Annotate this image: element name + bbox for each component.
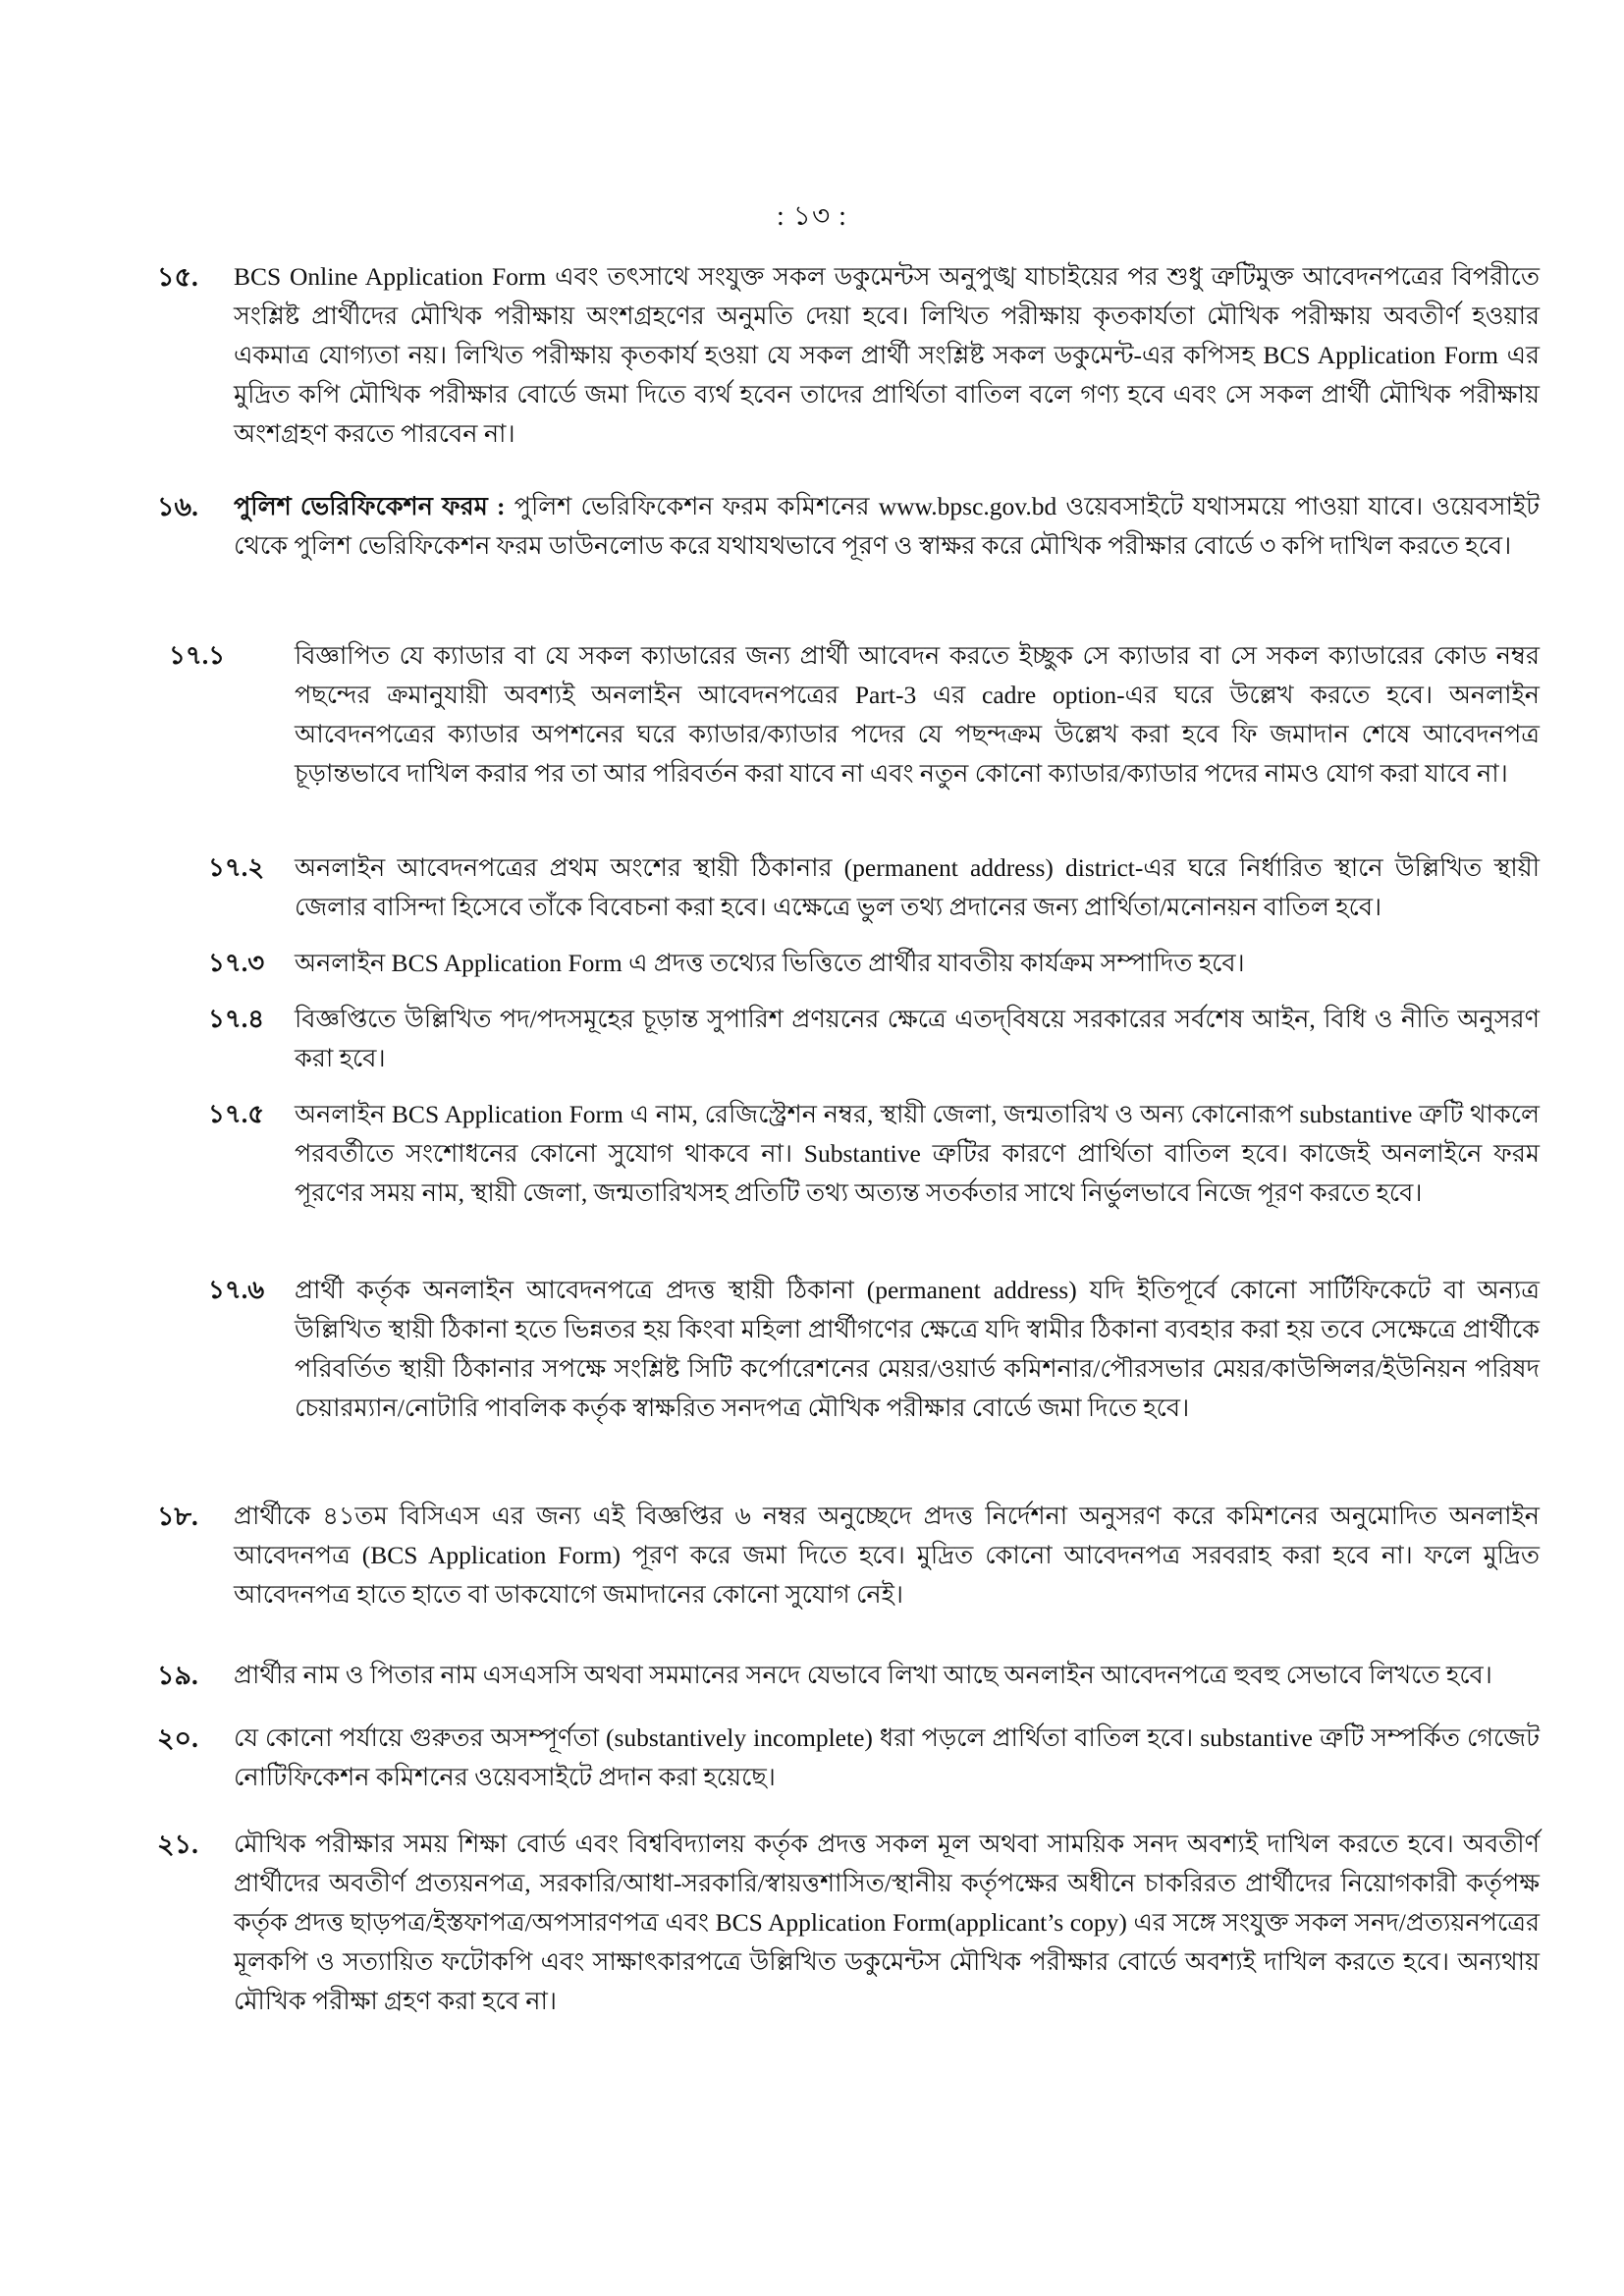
clause-title: পুলিশ ভেরিফিকেশন ফরম : [234, 492, 506, 520]
clause-text: যে কোনো পর্যায়ে গুরুতর অসম্পূর্ণতা (substantively incomplete) ধরা পড়লে প্রার্থিতা বাতিল হবে। substantive ত্রুটি সম্পর্কিত গেজেট নোটিফিকেশন কমিশনের ওয়েবসাইটে প্রদান করা হয়েছে। [234, 1723, 1540, 1791]
clause-17-1 [169, 636, 1540, 793]
clause-17-6 [208, 1271, 1540, 1428]
clause-20 [157, 1719, 1540, 1797]
clause-number: ২০. [157, 1723, 198, 1753]
clause-text: বিজ্ঞাপিত যে ক্যাডার বা যে সকল ক্যাডারের জন্য প্রার্থী আবেদন করতে ইচ্ছুক সে ক্যাডার বা সে সকল ক্যাডারের কোড নম্বর পছন্দের ক্রমানুযায়ী অবশ্যই অনলাইন আবেদনপত্রের Part-3 এর cadre option-এর ঘরে উল্লেখ করতে হবে। অনলাইন আবেদনপত্রের ক্যাডার অপশনের ঘরে ক্যাডার/ক্যাডার পদের যে পছন্দক্রম উল্লেখ করা হবে ফি জমাদান শেষে আবেদনপত্র চূড়ান্তভাবে দাখিল করার পর তা আর পরিবর্তন করা যাবে না এবং নতুন কোনো ক্যাডার/ক্যাডার পদের নামও যোগ করা যাবে না। [295, 641, 1540, 788]
clause-17-4 [208, 1000, 1540, 1078]
clause-number: ১৭.২ [208, 853, 265, 882]
clause-text: অনলাইন BCS Application Form এ প্রদত্ত তথ্যের ভিত্তিতে প্রার্থীর যাবতীয় কার্যক্রম সম্পাদিত হবে। [295, 949, 1245, 977]
clause-text: বিজ্ঞপ্তিতে উল্লিখিত পদ/পদসমূহের চূড়ান্ত সুপারিশ প্রণয়নের ক্ষেত্রে এতদ্‌বিষয়ে সরকারের সর্বশেষ আইন, বিধি ও নীতি অনুসরণ করা হবে। [295, 1005, 1540, 1072]
clause-text: অনলাইন আবেদনপত্রের প্রথম অংশের স্থায়ী ঠিকানার (permanent address) district-এর ঘরে নির্ধারিত স্থানে উল্লিখিত স্থায়ী জেলার বাসিন্দা হিসেবে তাঁকে বিবেচনা করা হবে। এক্ষেত্রে ভুল তথ্য প্রদানের জন্য প্রার্থিতা/মনোনয়ন বাতিল হবে। [295, 853, 1540, 921]
clause-18 [157, 1497, 1540, 1614]
clause-number: ১৭.৩ [208, 949, 265, 977]
clause-17-3 [208, 944, 1540, 983]
clause-number: ১৬. [157, 492, 198, 521]
clause-17-2 [208, 848, 1540, 927]
clause-text: পুলিশ ভেরিফিকেশন ফরম কমিশনের www.bpsc.gov.bd ওয়েবসাইটে যথাসময়ে পাওয়া যাবে। ওয়েবসাইট থেকে পুলিশ ভেরিফিকেশন ফরম ডাউনলোড করে যথাযথভাবে পূরণ ও স্বাক্ষর করে মৌখিক পরীক্ষার বোর্ডে ৩ কপি দাখিল করতে হবে। [234, 492, 1540, 560]
clause-text: প্রার্থী কর্তৃক অনলাইন আবেদনপত্রে প্রদত্ত স্থায়ী ঠিকানা (permanent address) যদি ইতিপূর্বে কোনো সার্টিফিকেটে বা অন্যত্র উল্লিখিত স্থায়ী ঠিকানা হতে ভিন্নতর হয় কিংবা মহিলা প্রার্থীগণের ক্ষেত্রে যদি স্বামীর ঠিকানা ব্যবহার করা হয় তবে সেক্ষেত্রে প্রার্থীকে পরিবর্তিত স্থায়ী ঠিকানার সপক্ষে সংশ্লিষ্ট সিটি কর্পোরেশনের মেয়র/ওয়ার্ড কমিশনার/পৌরসভার মেয়র/কাউন্সিলর/ইউনিয়ন পরিষদ চেয়ারম্যান/নোটারি পাবলিক কর্তৃক স্বাক্ষরিত সনদপত্র মৌখিক পরীক্ষার বোর্ডে জমা দিতে হবে। [295, 1276, 1540, 1422]
clause-21 [157, 1825, 1540, 2021]
clause-17-5 [208, 1095, 1540, 1213]
clause-number: ১৭.৬ [208, 1276, 265, 1304]
clause-number: ২১. [157, 1830, 198, 1859]
clause-15 [157, 257, 1540, 454]
clause-number: ১৭.৫ [208, 1100, 265, 1128]
clause-number: ১৭.৪ [208, 1005, 265, 1033]
clause-number: ১৯. [157, 1661, 198, 1690]
clause-text: প্রার্থীকে ৪১তম বিসিএস এর জন্য এই বিজ্ঞপ্তির ৬ নম্বর অনুচ্ছেদে প্রদত্ত নির্দেশনা অনুসরণ করে কমিশনের অনুমোদিত অনলাইন আবেদনপত্র (BCS Application Form) পূরণ করে জমা দিতে হবে। মুদ্রিত কোনো আবেদনপত্র সরবরাহ করা হবে না। ফলে মুদ্রিত আবেদনপত্র হাতে হাতে বা ডাকযোগে জমাদানের কোনো সুযোগ নেই। [234, 1502, 1540, 1609]
clause-number: ১৭.১ [169, 641, 226, 670]
clause-text: প্রার্থীর নাম ও পিতার নাম এসএসসি অথবা সমমানের সনদে যেভাবে লিখা আছে অনলাইন আবেদনপত্রে হুবহু সেভাবে লিখতে হবে। [234, 1661, 1492, 1689]
clause-number: ১৫. [157, 262, 198, 292]
clause-text: BCS Online Application Form এবং তৎসাথে সংযুক্ত সকল ডকুমেন্টস অনুপুঙ্খ যাচাইয়ের পর শুধু ত্রুটিমুক্ত আবেদনপত্রের বিপরীতে সংশ্লিষ্ট প্রার্থীদের মৌখিক পরীক্ষায় অংশগ্রহণের অনুমতি দেয়া হবে। লিখিত পরীক্ষায় কৃতকার্যতা মৌখিক পরীক্ষায় অবতীর্ণ হওয়ার একমাত্র যোগ্যতা নয়। লিখিত পরীক্ষায় কৃতকার্য হওয়া যে সকল প্রার্থী সংশ্লিষ্ট সকল ডকুমেন্ট-এর কপিসহ BCS Application Form এর মুদ্রিত কপি মৌখিক পরীক্ষার বোর্ডে জমা দিতে ব্যর্থ হবেন তাদের প্রার্থিতা বাতিল বলে গণ্য হবে এবং সে সকল প্রার্থী মৌখিক পরীক্ষায় অংশগ্রহণ করতে পারবেন না। [234, 262, 1540, 448]
clause-16 [157, 487, 1540, 566]
clause-19 [157, 1656, 1540, 1695]
clause-number: ১৮. [157, 1502, 198, 1531]
clause-text: অনলাইন BCS Application Form এ নাম, রেজিস্ট্রেশন নম্বর, স্থায়ী জেলা, জন্মতারিখ ও অন্য কোনোরূপ substantive ত্রুটি থাকলে পরবর্তীতে সংশোধনের কোনো সুযোগ থাকবে না। Substantive ত্রুটির কারণে প্রার্থিতা বাতিল হবে। কাজেই অনলাইনে ফরম পূরণের সময় নাম, স্থায়ী জেলা, জন্মতারিখসহ প্রতিটি তথ্য অত্যন্ত সতর্কতার সাথে নির্ভুলভাবে নিজে পূরণ করতে হবে। [295, 1100, 1540, 1207]
clause-text: মৌখিক পরীক্ষার সময় শিক্ষা বোর্ড এবং বিশ্ববিদ্যালয় কর্তৃক প্রদত্ত সকল মূল অথবা সাময়িক সনদ অবশ্যই দাখিল করতে হবে। অবতীর্ণ প্রার্থীদের অবতীর্ণ প্রত্যয়নপত্র, সরকারি/আধা-সরকারি/স্বায়ত্তশাসিত/স্থানীয় কর্তৃপক্ষের অধীনে চাকরিরত প্রার্থীদের নিয়োগকারী কর্তৃপক্ষ কর্তৃক প্রদত্ত ছাড়পত্র/ইস্তফাপত্র/অপসারণপত্র এবং BCS Application Form(applicant’s copy) এর সঙ্গে সংযুক্ত সকল সনদ/প্রত্যয়নপত্রের মূলকপি ও সত্যায়িত ফটোকপি এবং সাক্ষাৎকারপত্রে উল্লিখিত ডকুমেন্টস মৌখিক পরীক্ষার বোর্ডে অবশ্যই দাখিল করতে হবে। অন্যথায় মৌখিক পরীক্ষা গ্রহণ করা হবে না। [234, 1830, 1540, 2015]
page-number: : ১৩ : [777, 201, 847, 232]
